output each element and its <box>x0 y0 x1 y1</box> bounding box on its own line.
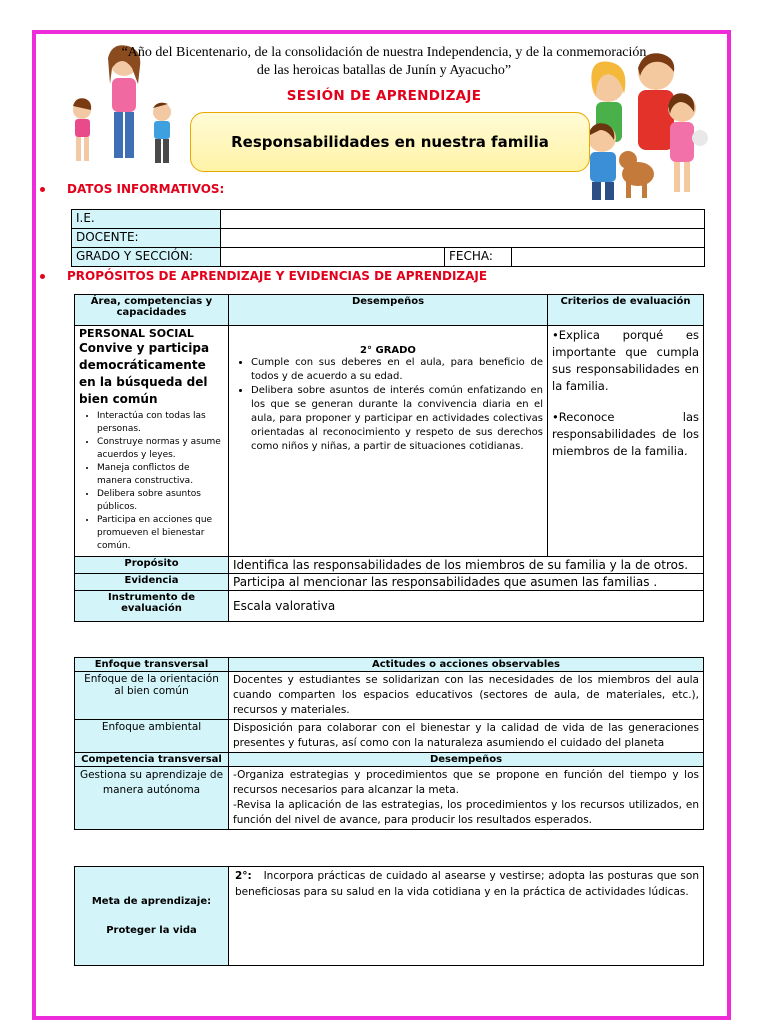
meta-label: Meta de aprendizaje: <box>91 896 212 907</box>
header-criterios: Criterios de evaluación <box>548 295 704 326</box>
enfoque-name: Enfoque de la orientación al bien común <box>75 672 229 720</box>
meta-text: Incorpora prácticas de cuidado al asearse y vestirse; adopta las posturas que son beneficiosas para su salud en la vida cotidiana y en la práctica de actividades lúdicas. <box>235 870 699 898</box>
desempenos-list <box>233 356 543 454</box>
criterio-item: •Reconoce las responsabilidades de los miembros de la familia. <box>552 410 699 458</box>
grado-label: GRADO Y SECCIÓN: <box>72 248 221 267</box>
criterio-item: •Explica porqué es importante que cumpla sus responsabilidades en la familia. <box>552 328 699 393</box>
section-datos <box>40 182 224 196</box>
session-title: SESIÓN DE APRENDIZAJE <box>286 88 482 104</box>
lesson-title: Responsabilidades en nuestra familia <box>190 112 590 172</box>
section-propositos-label: PROPÓSITOS DE APRENDIZAJE Y EVIDENCIAS DE APRENDIZAJE <box>67 269 488 283</box>
enfoque-name: Enfoque ambiental <box>75 720 229 753</box>
year-motto-line-1: “Año del Bicentenario, de la consolidación de nuestra Independencia, y de la conmemoración <box>121 45 647 60</box>
enfoques-table <box>74 657 704 830</box>
evidencia-label: Evidencia <box>75 574 229 591</box>
area-cell <box>75 326 229 557</box>
enfoque-actitud: Docentes y estudiantes se solidarizan con las necesidades de los miembros del aula cuando comparten los espacios educativos (sectores de aula, de materiales, etc.), recursos y materiales. <box>229 672 704 720</box>
enfoque-actitud: Disposición para colaborar con el bienestar y la calidad de vida de las generaciones presentes y futuras, así como con la naturaleza asumiendo el cuidado del planeta <box>229 720 704 753</box>
desempenos-header: Desempeños <box>229 753 704 767</box>
docente-label: DOCENTE: <box>72 229 221 248</box>
criterios-cell <box>548 326 704 557</box>
meta-label-cell <box>75 867 229 966</box>
year-motto-line-2: de las heroicas batallas de Junín y Ayacucho” <box>256 63 512 78</box>
proposito-text: Identifica las responsabilidades de los miembros de su familia y la de otros. <box>229 557 704 574</box>
section-datos-label: DATOS INFORMATIVOS: <box>67 182 225 196</box>
bullet-icon <box>40 187 45 192</box>
capacidad-item: • Delibera sobre asuntos públicos. <box>97 488 224 514</box>
meta-table <box>74 866 704 966</box>
competencia-desempenos <box>229 767 704 830</box>
meta-content <box>229 867 704 966</box>
section-propositos <box>40 269 487 283</box>
desempenos-cell <box>229 326 548 557</box>
capacidad-item: • Interactúa con todas las personas. <box>97 410 224 436</box>
desempeno-item: • Delibera sobre asuntos de interés común enfatizando en los que se generan durante la convivencia diaria en el aula, para proponer y participar en actividades colectivas orientadas al reconocimiento y respeto de sus derechos como niños y niñas, a partir de situaciones cotidianas. <box>251 384 543 454</box>
competencia-desempeno-item: -Organiza estrategias y procedimientos que se propone en función del tiempo y los recursos necesarios para alcanzar la meta. <box>233 769 699 796</box>
grade-label: 2° GRADO <box>360 345 416 356</box>
evidencia-text: Participa al mencionar las responsabilidades que asumen las familias . <box>229 574 704 591</box>
competencia-desempeno-item: -Revisa la aplicación de las estrategias, los procedimientos y los recursos utilizados, en función del nivel de avance, para producir los resultados esperados. <box>233 799 699 826</box>
desempeno-item: • Cumple con sus deberes en el aula, para beneficio de todos y de acuerdo a su edad. <box>251 356 543 384</box>
competencia: Convive y participa democráticamente en la búsqueda del bien común <box>79 341 210 406</box>
year-motto <box>0 44 768 80</box>
bullet-icon <box>40 274 45 279</box>
proposito-label: Propósito <box>75 557 229 574</box>
meta-grade: 2°: <box>235 870 252 882</box>
actitudes-header: Actitudes o acciones observables <box>229 658 704 672</box>
capacidad-item: • Construye normas y asume acuerdos y leyes. <box>97 436 224 462</box>
enfoque-header: Enfoque transversal <box>75 658 229 672</box>
competencia-transversal: Gestiona su aprendizaje de manera autónoma <box>75 767 229 830</box>
info-table <box>71 209 705 267</box>
meta-sublabel: Proteger la vida <box>106 925 197 936</box>
capacidad-item: • Participa en acciones que promueven el bienestar común. <box>97 514 224 553</box>
header-desempenos: Desempeños <box>229 295 548 326</box>
header-area: Área, competencias y capacidades <box>75 295 229 326</box>
fecha-label: FECHA: <box>445 248 512 267</box>
docente-value <box>221 229 705 248</box>
ie-label: I.E. <box>72 210 221 229</box>
area-name: PERSONAL SOCIAL <box>79 327 194 340</box>
grado-value <box>221 248 445 267</box>
instrumento-text: Escala valorativa <box>229 591 704 622</box>
propositos-table <box>74 294 704 622</box>
instrumento-label: Instrumento de evaluación <box>75 591 229 622</box>
fecha-value <box>512 248 705 267</box>
capacidades-list <box>79 410 224 553</box>
ie-value <box>221 210 705 229</box>
competencia-transversal-header: Competencia transversal <box>75 753 229 767</box>
capacidad-item: • Maneja conflictos de manera constructiva. <box>97 462 224 488</box>
